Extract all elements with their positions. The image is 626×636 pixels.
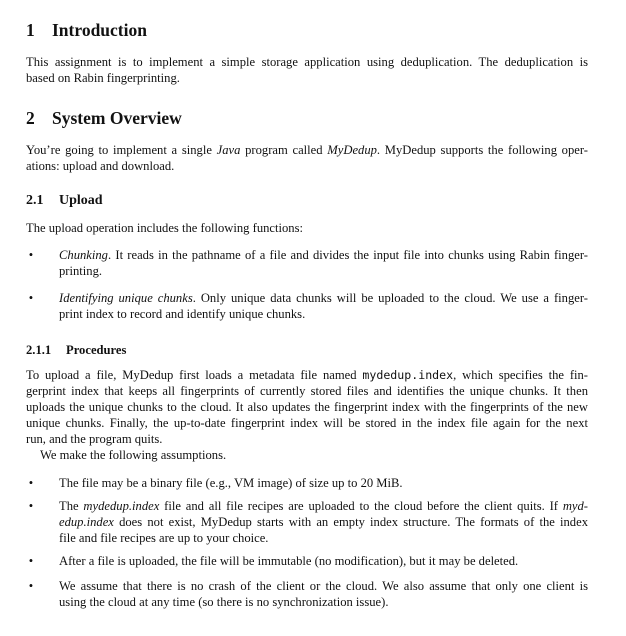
index-term: myd- (562, 499, 588, 513)
procedures-paragraph (26, 367, 588, 463)
text-line: We make the following assumptions. (40, 448, 227, 462)
text-line (47, 514, 588, 530)
text-line: ations: upload and download. (26, 159, 175, 173)
text-run: . MyDedup supports the following oper- (376, 143, 589, 157)
bullet: • (28, 554, 34, 568)
text-line: The file may be a binary file (e.g., VM image) of size up to 20 MiB. (59, 476, 403, 490)
overview-paragraph (26, 142, 588, 174)
text-line: print index to record and identify unique chunks. (59, 307, 306, 321)
item-term: Identifying unique chunks (59, 291, 193, 305)
section-title: Upload (59, 193, 103, 208)
index-filename: mydedup.index (362, 368, 454, 382)
text-line: based on Rabin fingerprinting. (26, 71, 180, 85)
text-line: run, and the program quits. (26, 432, 163, 446)
section-title: Introduction (52, 20, 147, 40)
section-title: System Overview (52, 108, 182, 128)
assumption-item-file-size (28, 475, 588, 491)
text-line (47, 498, 588, 514)
text-line (47, 247, 588, 263)
java-term: Java (216, 143, 241, 157)
section-title: Procedures (66, 343, 127, 357)
text-line: file and file recipes are up to your choice. (59, 531, 269, 545)
text-run: You’re going to implement a single (26, 143, 217, 157)
assumption-item-index-upload (28, 498, 588, 546)
text-run: program called (240, 143, 328, 157)
text-run: The (59, 499, 84, 513)
bullet: • (28, 579, 34, 593)
assumption-item-no-crash (28, 578, 588, 610)
bullet: • (28, 248, 34, 262)
section-2-heading (26, 108, 182, 128)
section-1-heading (26, 20, 147, 40)
text-line (26, 367, 588, 383)
text-line (47, 290, 588, 306)
text-line: uploads the unique chunks to the cloud. It also updates the fingerprint index with the fingerprints of the new (26, 400, 588, 414)
mydedup-term: MyDedup (327, 143, 377, 157)
text-line: printing. (59, 264, 103, 278)
text-line: We assume that there is no crash of the client or the cloud. We also assume that only one client is (59, 579, 588, 593)
upload-intro (26, 220, 588, 236)
bullet: • (28, 499, 34, 513)
text-run: does not exist, MyDedup starts with an empty index structure. The formats of the index (113, 515, 588, 529)
text-line (26, 142, 588, 158)
bullet: • (28, 476, 34, 490)
section-2-1-1-heading (26, 342, 126, 358)
list-item-chunking (28, 247, 588, 279)
text-line: unique chunks. Finally, the up-to-date fingerprint index will be stored in the index file again for the next (26, 416, 588, 430)
text-line: gerprint index that keeps all fingerprints of currently stored files and identifies the unique chunks. It then (26, 384, 588, 398)
section-number: 2.1 (26, 193, 44, 208)
list-item-identifying (28, 290, 588, 322)
text-run: . It reads in the pathname of a file and divides the input file into chunks using Rabin finger- (107, 248, 588, 262)
text-line: This assignment is to implement a simple storage application using deduplication. The deduplication is (26, 55, 588, 69)
text-run: To upload a file, MyDedup first loads a metadata file named (26, 368, 363, 382)
section-2-1-heading (26, 192, 103, 210)
text-line: After a file is uploaded, the file will be immutable (no modification), but it may be deleted. (59, 554, 519, 568)
intro-paragraph (26, 54, 588, 86)
text-line: The upload operation includes the following functions: (26, 221, 304, 235)
text-run: . Only unique data chunks will be uploaded to the cloud. We use a finger- (192, 291, 588, 305)
section-number: 1 (26, 20, 35, 40)
assumption-item-immutable (28, 553, 588, 569)
section-number: 2.1.1 (26, 343, 52, 357)
text-run: file and all file recipes are uploaded to the cloud before the client quits. If (159, 499, 563, 513)
text-run: , which specifies the fin- (453, 368, 588, 382)
index-term: edup.index (59, 515, 114, 529)
index-term: mydedup.index (83, 499, 160, 513)
bullet: • (28, 291, 34, 305)
item-term: Chunking (59, 248, 108, 262)
section-number: 2 (26, 108, 35, 128)
text-line: using the cloud at any time (so there is no synchronization issue). (59, 595, 389, 609)
